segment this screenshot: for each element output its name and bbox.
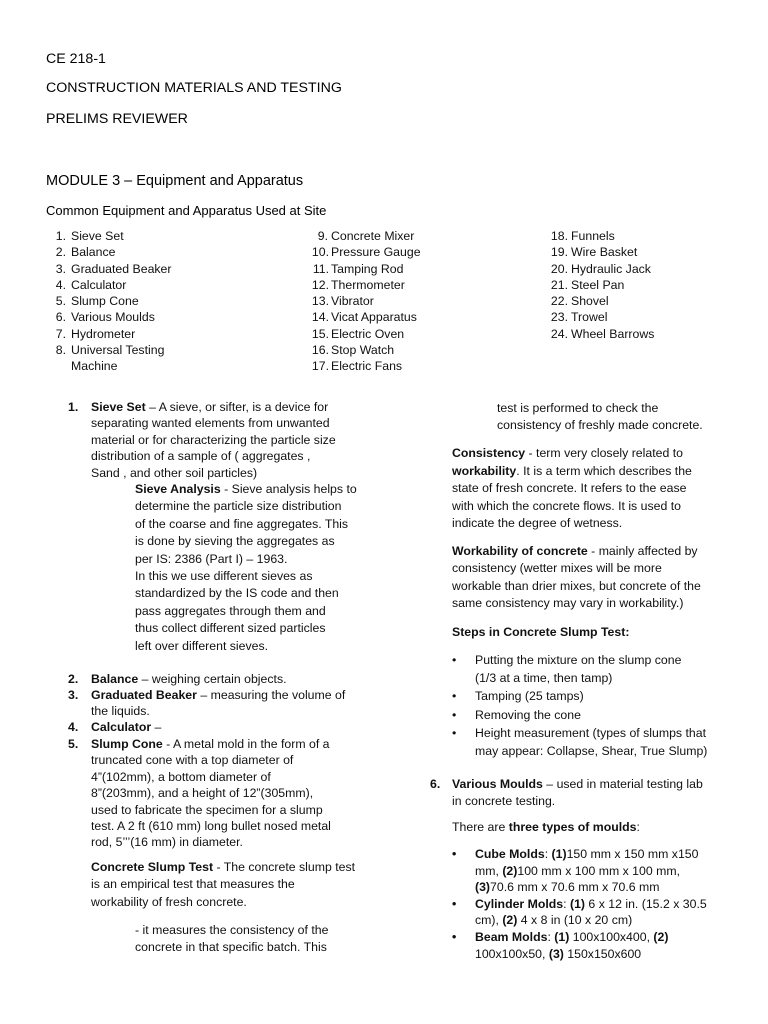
item-2-number: 2.	[68, 672, 79, 686]
equipment-column-1	[48, 228, 288, 375]
list-item: 5. Slump Cone	[55, 294, 139, 309]
equipment-column-2	[288, 228, 528, 375]
steps-heading: Steps in Concrete Slump Test:	[452, 625, 630, 639]
slump-test-continuation: test is performed to check the consistency of freshly made concrete.	[497, 401, 703, 433]
list-item: • Removing the cone	[452, 707, 752, 725]
list-item: 10. Pressure Gauge	[311, 245, 421, 260]
list-item: 3. Graduated Beaker	[55, 261, 172, 276]
list-item: 20. Hydraulic Jack	[550, 261, 651, 276]
list-item: 1. Sieve Set	[55, 229, 124, 243]
slump-cone-item: Slump Cone - A metal mold in the form of a truncated cone with a top diameter of 4”(102mm), a bottom diameter of 8”(203mm), and a height of 12”(305mm), used to fabricate the specimen for a slump test. A 2 ft (610 mm) long bullet nosed metal rod, 5’’’(16 mm) in diameter.	[91, 737, 331, 850]
list-item: 2. Balance	[55, 245, 116, 260]
course-title: CONSTRUCTION MATERIALS AND TESTING	[46, 80, 342, 96]
list-item: 22. Shovel	[550, 294, 609, 309]
bullet-icon: •	[452, 707, 457, 722]
steps-list	[452, 652, 752, 761]
slump-test-measures-text: - it measures the consistency of the concrete in that specific batch. This	[135, 923, 329, 955]
sieve-set-section: Sieve Set – A sieve, or sifter, is a device for separating wanted elements from unwanted material or for characterizing the particle size distribution of a sample of ( aggregates , Sand , and other soil particles)	[91, 400, 336, 480]
list-item: • Beam Molds: (1) 100x100x400, (2) 100x100x50, (3) 150x150x600	[452, 929, 669, 961]
item-3-number: 3.	[68, 688, 79, 702]
bullet-icon: •	[452, 726, 457, 741]
sieve-analysis-section: Sieve Analysis - Sieve analysis helps to determine the particle size distribution of the coarse and fine aggregates. This is done by sieving the aggregates as per IS: 2386 (Part I) – 1963. In this we use different sieves as standardized by the IS code and then pass aggregates through them and thus collect different sized particles left over different sieves.	[135, 482, 357, 653]
item-1-number: 1.	[68, 400, 79, 414]
various-moulds-item: Various Moulds – used in material testing lab in concrete testing.	[452, 777, 703, 809]
list-item: 18. Funnels	[550, 229, 615, 243]
bullet-icon: •	[452, 847, 457, 861]
list-item: 14. Vicat Apparatus	[311, 310, 417, 325]
list-item: 17. Electric Fans	[311, 359, 403, 374]
bullet-icon: •	[452, 896, 457, 911]
balance-item: Balance – weighing certain objects.	[91, 672, 287, 686]
module-subtitle: Common Equipment and Apparatus Used at Site	[46, 203, 327, 218]
list-item: 6. Various Moulds	[55, 310, 155, 325]
list-item: 21. Steel Pan	[550, 277, 625, 292]
list-item: 15. Electric Oven	[311, 326, 405, 341]
document-title: PRELIMS REVIEWER	[46, 111, 188, 127]
equipment-column-3	[528, 228, 748, 342]
calculator-item: Calculator –	[91, 720, 162, 734]
list-item: 13. Vibrator	[311, 294, 374, 309]
list-item: 16. Stop Watch	[311, 343, 395, 358]
item-5-number: 5.	[68, 737, 79, 751]
sieve-analysis-term: Sieve Analysis	[135, 482, 221, 496]
molds-list	[452, 846, 752, 962]
workability-section: Workability of concrete - mainly affected by consistency (wetter mixes will be more workable than drier mixes, but concrete of the same consistency may vary in workability.)	[452, 544, 701, 611]
list-item: 7. Hydrometer	[55, 326, 136, 341]
module-title: MODULE 3 – Equipment and Apparatus	[46, 173, 304, 189]
list-item: 24. Wheel Barrows	[550, 326, 655, 341]
three-types-text: There are three types of moulds:	[452, 820, 640, 834]
item-4-number: 4.	[68, 720, 79, 734]
list-item: • Putting the mixture on the slump cone (1/3 at a time, then tamp)	[452, 653, 682, 685]
list-item: 4. Calculator	[55, 277, 127, 292]
concrete-slump-test-section: Concrete Slump Test - The concrete slump test is an empirical test that measures the workability of fresh concrete.	[91, 860, 356, 909]
list-item: 11. Tamping Rod	[312, 261, 404, 276]
list-item: • Cylinder Molds: (1) 6 x 12 in. (15.2 x 30.5 cm), (2) 4 x 8 in (10 x 20 cm)	[452, 896, 707, 928]
graduated-beaker-item: Graduated Beaker – measuring the volume of the liquids.	[91, 688, 346, 719]
list-item: 9. Concrete Mixer	[317, 229, 415, 243]
course-code: CE 218-1	[46, 51, 106, 67]
list-item: • Height measurement (types of slumps that may appear: Collapse, Shear, True Slump)	[452, 726, 708, 758]
list-item: Machine	[71, 359, 118, 374]
list-item: 19. Wire Basket	[550, 245, 638, 260]
item-6-number: 6.	[430, 777, 441, 791]
list-item: 23. Trowel	[550, 310, 608, 325]
list-item: • Tamping (25 tamps)	[452, 688, 752, 706]
sieve-set-term: Sieve Set	[91, 400, 146, 414]
list-item: • Cube Molds: (1)150 mm x 150 mm x150 mm, (2)100 mm x 100 mm x 100 mm, (3)70.6 mm x 70.6 mm x 70.6 mm	[452, 847, 699, 895]
bullet-icon: •	[452, 689, 457, 704]
bullet-icon: •	[452, 929, 457, 944]
consistency-section: Consistency - term very closely related to workability. It is a term which describes the state of fresh concrete. It refers to the ease with which the concrete flows. It is used to indicate the degree of wetness.	[452, 446, 692, 531]
list-item: 8. Universal Testing	[55, 343, 165, 358]
bullet-icon: •	[452, 653, 457, 667]
list-item: 12. Thermometer	[311, 277, 405, 292]
